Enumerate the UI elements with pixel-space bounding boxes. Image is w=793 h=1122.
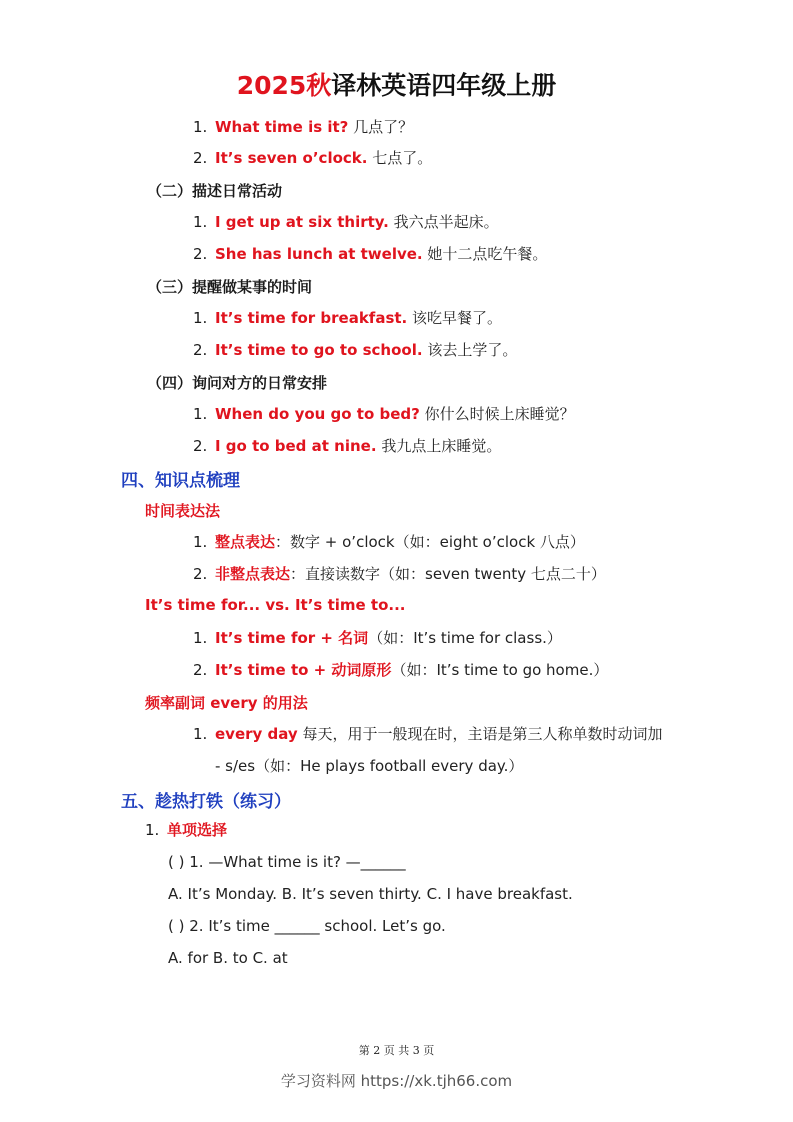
topic-title: 时间表达法 [145,502,221,520]
list-item: 2. It’s time to + 动词原形（如：It’s time to go home.） [193,661,609,679]
document-title [0,66,793,102]
section-heading: 四、知识点梳理 [121,471,240,491]
list-item: 2. I go to bed at nine. 我九点上床睡觉。 [193,437,502,455]
subheading: （二）描述日常活动 [147,182,283,200]
list-item-continuation: - s/es（如：He plays football every day.） [215,757,524,775]
list-item: 2. She has lunch at twelve. 她十二点吃午餐。 [193,245,548,263]
section-heading: 五、趁热打铁（练习） [121,792,291,812]
list-item: 2. It’s time to go to school. 该去上学了。 [193,341,518,359]
list-item: 1. When do you go to bed? 你什么时候上床睡觉？ [193,405,575,423]
question-options: A. for B. to C. at [168,949,288,967]
question: ( ) 2. It’s time ______ school. Let’s go. [168,917,446,935]
title-season: 秋 [306,71,332,100]
list-item: 2. It’s seven o’clock. 七点了。 [193,149,433,167]
title-year: 2025 [236,71,307,100]
list-item: 2. 非整点表达：直接读数字（如：seven twenty 七点二十） [193,565,606,583]
question-options: A. It’s Monday. B. It’s seven thirty. C. I have breakfast. [168,885,573,903]
site-watermark: 学习资料网 https://xk.tjh66.com [280,1072,513,1090]
topic-title: It’s time for... vs. It’s time to... [145,596,406,614]
exercise-part: 1. 单项选择 [145,821,228,839]
list-item: 1. What time is it? 几点了？ [193,118,414,136]
question: ( ) 1. —What time is it? —______ [168,853,406,871]
list-item: 1. It’s time for breakfast. 该吃早餐了。 [193,309,503,327]
subheading: （三）提醒做某事的时间 [147,278,313,296]
title-rest: 译林英语四年级上册 [331,71,557,100]
list-item: 1. I get up at six thirty. 我六点半起床。 [193,213,499,231]
topic-title: 频率副词 every 的用法 [145,694,308,712]
list-item: 1. every day 每天，用于一般现在时，主语是第三人称单数时动词加 [193,725,663,743]
list-item: 1. It’s time for + 名词（如：It’s time for class.） [193,629,562,647]
subheading: （四）询问对方的日常安排 [147,374,328,392]
page-number: 第 2 页 共 3 页 [358,1044,435,1057]
list-item: 1. 整点表达：数字 + o’clock（如：eight o’clock 八点） [193,533,585,551]
